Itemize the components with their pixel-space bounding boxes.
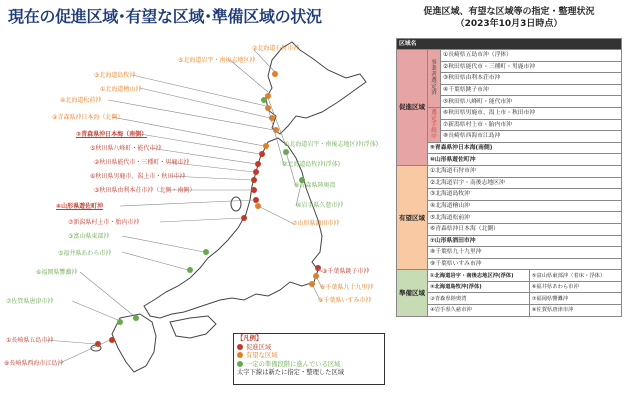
table-row: ①北海道岩宇・南後志地区沖(浮体) xyxy=(428,270,530,282)
subtitle-line1: 促進区域、有望な区域等の指定・整理状況 xyxy=(423,7,595,17)
table-row: ②北海道島牧沖(浮体) xyxy=(428,281,530,293)
table-row: ④千葉県銚子市沖 xyxy=(441,84,622,96)
table-row: ⑤秋田県八峰町・能代市沖 xyxy=(441,96,622,108)
map-label: ①長崎県五島市沖 xyxy=(6,337,54,344)
legend-box xyxy=(233,333,385,385)
designated-label: 事業者選定済 xyxy=(428,50,441,108)
map-label: ⑦新潟県村上市・胎内市沖 xyxy=(68,219,140,226)
map-label: ⑨千葉県いすみ市沖 xyxy=(318,297,372,304)
map-label: ⑥福岡県響灘沖 xyxy=(36,269,78,276)
map-label: ④岩手県久慈市沖 xyxy=(296,202,344,209)
map-label: ⑧千葉県九十九里沖 xyxy=(320,284,374,291)
subtitle xyxy=(396,6,622,30)
map-label: ⑥秋田県男鹿市、潟上市・秋田市沖 xyxy=(90,173,186,180)
promising-label: 有望区域 xyxy=(397,165,428,269)
table-header: 区域名 xyxy=(397,39,622,50)
table-row: ①長崎県五島市沖（浮体） xyxy=(441,50,622,62)
map-label: ⑤秋田県八峰町・能代市沖 xyxy=(90,145,162,152)
map-label: ①北海道檜山沖 xyxy=(100,86,142,93)
table-row: ⑧佐賀県唐津市沖 xyxy=(529,305,621,317)
table-row: ①北海道石狩市沖 xyxy=(428,165,622,177)
table-row: ⑨千葉県いすみ市沖 xyxy=(428,258,622,270)
map-label: ③青森県沖日本海（南側） xyxy=(76,131,148,138)
table-row: ⑦福岡県響灘沖 xyxy=(529,293,621,305)
map-label: ④北海道松前沖 xyxy=(60,97,102,104)
red-dot-icon xyxy=(237,344,243,350)
table-row: ④北海道檜山沖 xyxy=(428,200,622,212)
table-row: ⑩山形県遊佐町沖 xyxy=(428,154,622,166)
table-row: ⑤富山県東部沖（着床・浮体） xyxy=(529,270,621,282)
table-row: ⑨青森県沖日本海(南側) xyxy=(428,142,622,154)
table-row: ⑧長崎県西海市江島沖 xyxy=(441,131,622,143)
table-row: ③青森県陸奥湾 xyxy=(428,293,530,305)
map-label: ③北海道島牧沖 xyxy=(94,72,136,79)
map-label: ①北海道岩宇・南後志地区沖(浮体) xyxy=(284,141,379,148)
legend-title: 【凡例】 xyxy=(237,335,263,342)
table-row: ⑥福井県あわら市沖 xyxy=(529,281,621,293)
map-label: ④山形県遊佐町沖 xyxy=(56,203,104,210)
map-label: ⑧長崎県西海市江島沖 xyxy=(4,360,64,367)
map-label: ③富山県東部沖 xyxy=(68,233,110,240)
table-row: ③秋田県由利本荘市沖 xyxy=(441,73,622,85)
preparation-label: 準備区域 xyxy=(397,270,428,316)
table-row: ⑧千葉県九十九里沖 xyxy=(428,247,622,259)
selecting-label: 選定手続中 xyxy=(428,107,441,142)
table-row: ②北海道岩宇・南後志地区沖 xyxy=(428,177,622,189)
map-label: ⑨青森県沖日本海（北側） xyxy=(52,114,124,121)
area-table xyxy=(396,38,622,317)
map-label: ⑦山形県酒田市沖 xyxy=(292,220,340,227)
promotion-label: 促進区域 xyxy=(397,50,428,166)
page-title: 現在の促進区域･有望な区域･準備区域の状況 xyxy=(8,7,322,26)
map-label: ⑤北海道岩宇・南後志地区沖 xyxy=(178,57,256,64)
table-row: ⑤北海道松前沖 xyxy=(428,212,622,224)
map-label: ⑨千葉県銚子市沖 xyxy=(322,268,370,275)
sado-island-shape xyxy=(231,197,241,211)
table-row: ④岩手県久慈市沖 xyxy=(428,305,530,317)
map-label: ②秋田県能代市・三種町・男鹿市沖 xyxy=(94,159,190,166)
map-label: ⑧青森県陸奥湾 xyxy=(294,182,336,189)
legend-item-preparation: 一定の準備段階に進んでいる区域 xyxy=(237,361,381,370)
table-row: ②秋田県能代市・三種町・男鹿市沖 xyxy=(441,61,622,73)
map-label: ②北海道島牧沖(浮体) xyxy=(282,161,341,168)
table-row: ⑦新潟県村上市・胎内市沖 xyxy=(441,119,622,131)
map-label: ③秋田県由利本荘市沖（北側・南側） xyxy=(94,187,196,194)
legend-item-promotion: 促進区域 xyxy=(237,344,381,353)
hokkaido-shape xyxy=(266,42,366,134)
orange-dot-icon xyxy=(237,352,243,358)
map-label: ⑤福井県あわら市沖 xyxy=(58,250,112,257)
map-label: ②北海道石狩市沖 xyxy=(252,45,300,52)
shikoku-shape xyxy=(170,316,216,338)
legend-note: 太字下線は新たに指定・整理した区域 xyxy=(237,369,345,377)
table-row: ⑦山形県酒田市沖 xyxy=(428,235,622,247)
table-row: ⑥秋田県男鹿市、潟上市・秋田市沖 xyxy=(441,107,622,119)
table-row: ⑥青森県沖日本海（北側） xyxy=(428,223,622,235)
marker-iwau-float xyxy=(261,97,267,103)
table-row: ③北海道島牧沖 xyxy=(428,189,622,201)
legend-item-promising: 有望な区域 xyxy=(237,352,381,361)
subtitle-line2: （2023年10月3日時点） xyxy=(455,19,563,29)
map-label: ⑦佐賀県唐津市沖 xyxy=(6,298,54,305)
green-dot-icon xyxy=(237,361,243,367)
